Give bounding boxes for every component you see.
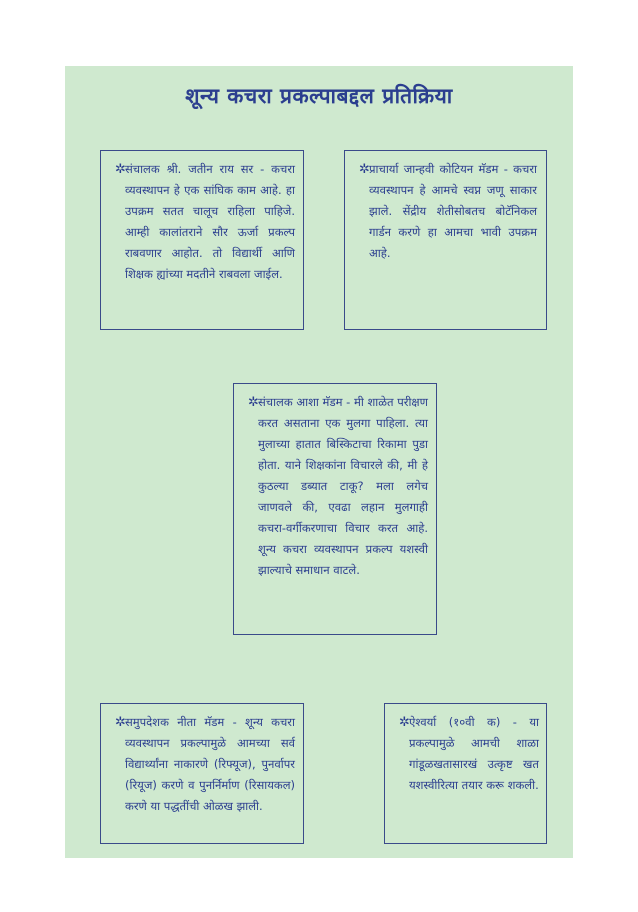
page-title: शून्य कचरा प्रकल्पाबद्दल प्रतिक्रिया <box>185 84 453 108</box>
content-panel <box>65 66 573 858</box>
response-text: ऐश्वर्या (१०वी क) - या प्रकल्पामुळे आमची शाळा गांडूळखतासारखं उत्कृष्ट खत यशस्वीरित्या तयार करू शकली. <box>409 715 539 792</box>
asterisk-bullet-icon: ✲ <box>399 715 410 730</box>
asterisk-bullet-icon: ✲ <box>248 395 259 410</box>
response-box-counselor-neeta <box>100 703 304 844</box>
response-text: संचालक श्री. जतीन राय सर - कचरा व्यवस्थापन हे एक सांघिक काम आहे. हा उपक्रम सतत चालूच राहिला पाहिजे. आम्ही कालांतराने सौर ऊर्जा प्रकल्प राबवणार आहोत. तो विद्यार्थी आणि शिक्षक ह्यांच्या मदतीने राबवला जाईल. <box>125 162 295 281</box>
response-box-student-aishwarya <box>384 703 547 844</box>
response-text: समुपदेशक नीता मॅडम - शून्य कचरा व्यवस्थापन प्रकल्पामुळे आमच्या सर्व विद्यार्थ्यांना नाकारणे (रिफ्यूज), पुनर्वापर (रियूज) करणे व पुनर्निर्माण (रिसायकल) करणे या पद्धतींची ओळख झाली. <box>125 715 295 813</box>
asterisk-bullet-icon: ✲ <box>115 715 126 730</box>
response-text: संचालक आशा मॅडम - मी शाळेत परीक्षण करत असताना एक मुलगा पाहिला. त्या मुलाच्या हातात बिस्किटाचा रिकामा पुडा होता. याने शिक्षकांना विचारले की, मी हे कुठल्या डब्यात टाकू? मला लगेच जाणवले की, एवढा लहान मुलगाही कचरा-वर्गीकरणाचा विचार करत आहे. शून्य कचरा व्यवस्थापन प्रकल्प यशस्वी झाल्याचे समाधान वाटले. <box>258 395 428 577</box>
asterisk-bullet-icon: ✲ <box>115 162 126 177</box>
asterisk-bullet-icon: ✲ <box>359 162 370 177</box>
response-box-director-asha <box>233 383 437 635</box>
response-text: प्राचार्या जान्हवी कोटियन मॅडम - कचरा व्यवस्थापन हे आमचे स्वप्न जणू साकार झाले. सेंद्रीय शेतीसोबतच बोटॅनिकल गार्डन करणे हा आमचा भावी उपक्रम आहे. <box>369 162 537 260</box>
response-box-director-jatin-rai <box>100 150 304 330</box>
response-box-principal-janhavi-kotian <box>344 150 547 330</box>
